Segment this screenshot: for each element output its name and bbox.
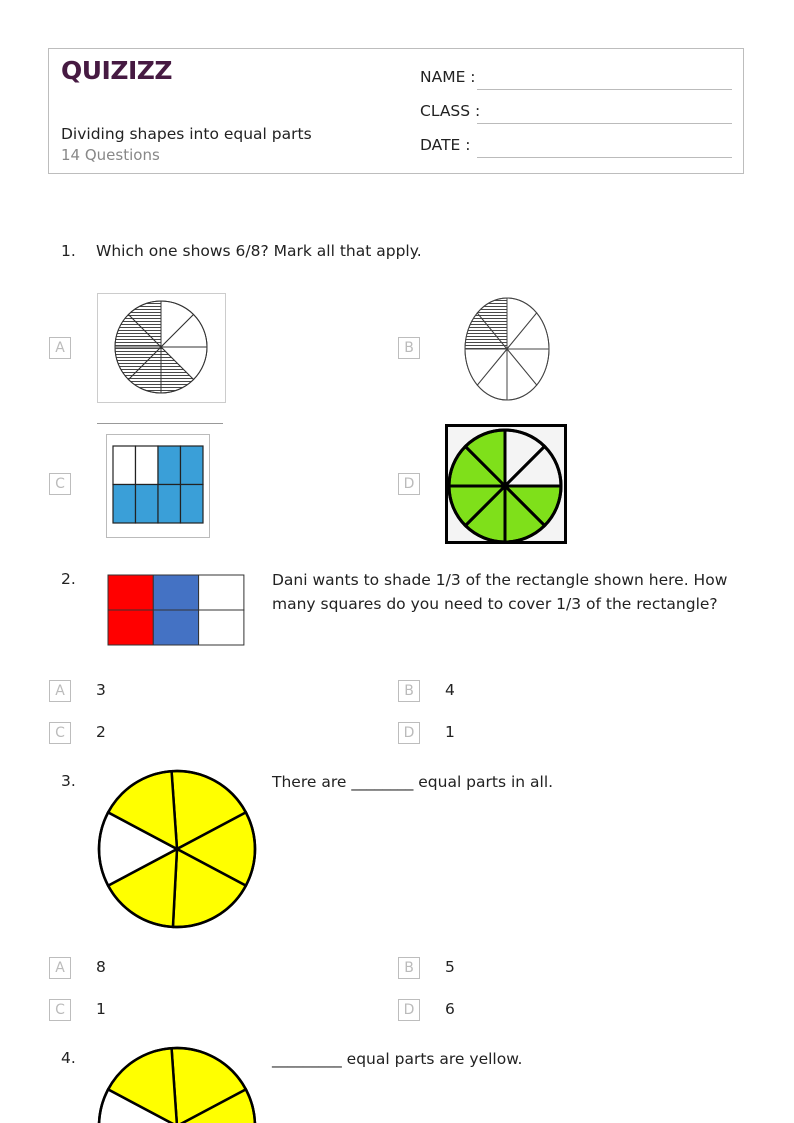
grid-cell: [153, 575, 198, 610]
option-letter-box[interactable]: B: [398, 680, 420, 702]
grid-cell: [108, 610, 153, 645]
option-letter-box[interactable]: A: [49, 957, 71, 979]
blue-grid-image: [106, 434, 210, 538]
option-letter-box[interactable]: A: [49, 680, 71, 702]
grid-cell: [199, 575, 244, 610]
option-text[interactable]: 5: [445, 958, 455, 976]
option-letter-box[interactable]: B: [398, 337, 420, 359]
oval-hatched-image: [462, 296, 552, 402]
name-line[interactable]: [477, 89, 732, 90]
grid-cell: [113, 446, 136, 485]
worksheet-title: Dividing shapes into equal parts: [61, 125, 312, 143]
option-text[interactable]: 1: [96, 1000, 106, 1018]
question-count: 14 Questions: [61, 146, 160, 164]
circle-hatched-image: [97, 293, 226, 424]
option-letter-box[interactable]: C: [49, 473, 71, 495]
option-text[interactable]: 3: [96, 681, 106, 699]
option-text[interactable]: 1: [445, 723, 455, 741]
grid-cell: [136, 446, 159, 485]
grid-cell: [108, 575, 153, 610]
grid-cell: [158, 485, 181, 524]
quizizz-logo: QUIZIZZ: [61, 56, 173, 85]
grid-cell: [181, 485, 204, 524]
option-letter-box[interactable]: C: [49, 722, 71, 744]
option-letter-box[interactable]: B: [398, 957, 420, 979]
grid-cell: [181, 446, 204, 485]
yellow-circle-image: [95, 1046, 257, 1123]
grid-cell: [113, 485, 136, 524]
option-text[interactable]: 2: [96, 723, 106, 741]
question-text: Which one shows 6/8? Mark all that apply.: [96, 242, 422, 260]
green-circle-image: [445, 424, 567, 544]
class-label: CLASS :: [420, 102, 481, 120]
option-letter-box[interactable]: D: [398, 999, 420, 1021]
class-line[interactable]: [477, 123, 732, 124]
grid-cell: [199, 610, 244, 645]
date-label: DATE :: [420, 136, 471, 154]
option-text[interactable]: 6: [445, 1000, 455, 1018]
question-number: 4.: [61, 1049, 76, 1067]
yellow-circle-image: [95, 769, 257, 931]
question-text: There are ________ equal parts in all.: [272, 773, 554, 791]
question-text: Dani wants to shade 1/3 of the rectangle shown here. How many squares do you need to cover 1/3 of the rectangle?: [272, 571, 728, 613]
option-letter-box[interactable]: C: [49, 999, 71, 1021]
name-label: NAME :: [420, 68, 476, 86]
date-line[interactable]: [477, 157, 732, 158]
question-number: 2.: [61, 570, 76, 588]
thirds-rectangle-image: [107, 574, 245, 646]
option-text[interactable]: 4: [445, 681, 455, 699]
grid-cell: [153, 610, 198, 645]
question-number: 3.: [61, 772, 76, 790]
option-letter-box[interactable]: D: [398, 473, 420, 495]
question-text: _________ equal parts are yellow.: [272, 1050, 523, 1068]
option-text[interactable]: 8: [96, 958, 106, 976]
grid-cell: [136, 485, 159, 524]
question-number: 1.: [61, 242, 76, 260]
option-letter-box[interactable]: D: [398, 722, 420, 744]
option-letter-box[interactable]: A: [49, 337, 71, 359]
grid-cell: [158, 446, 181, 485]
